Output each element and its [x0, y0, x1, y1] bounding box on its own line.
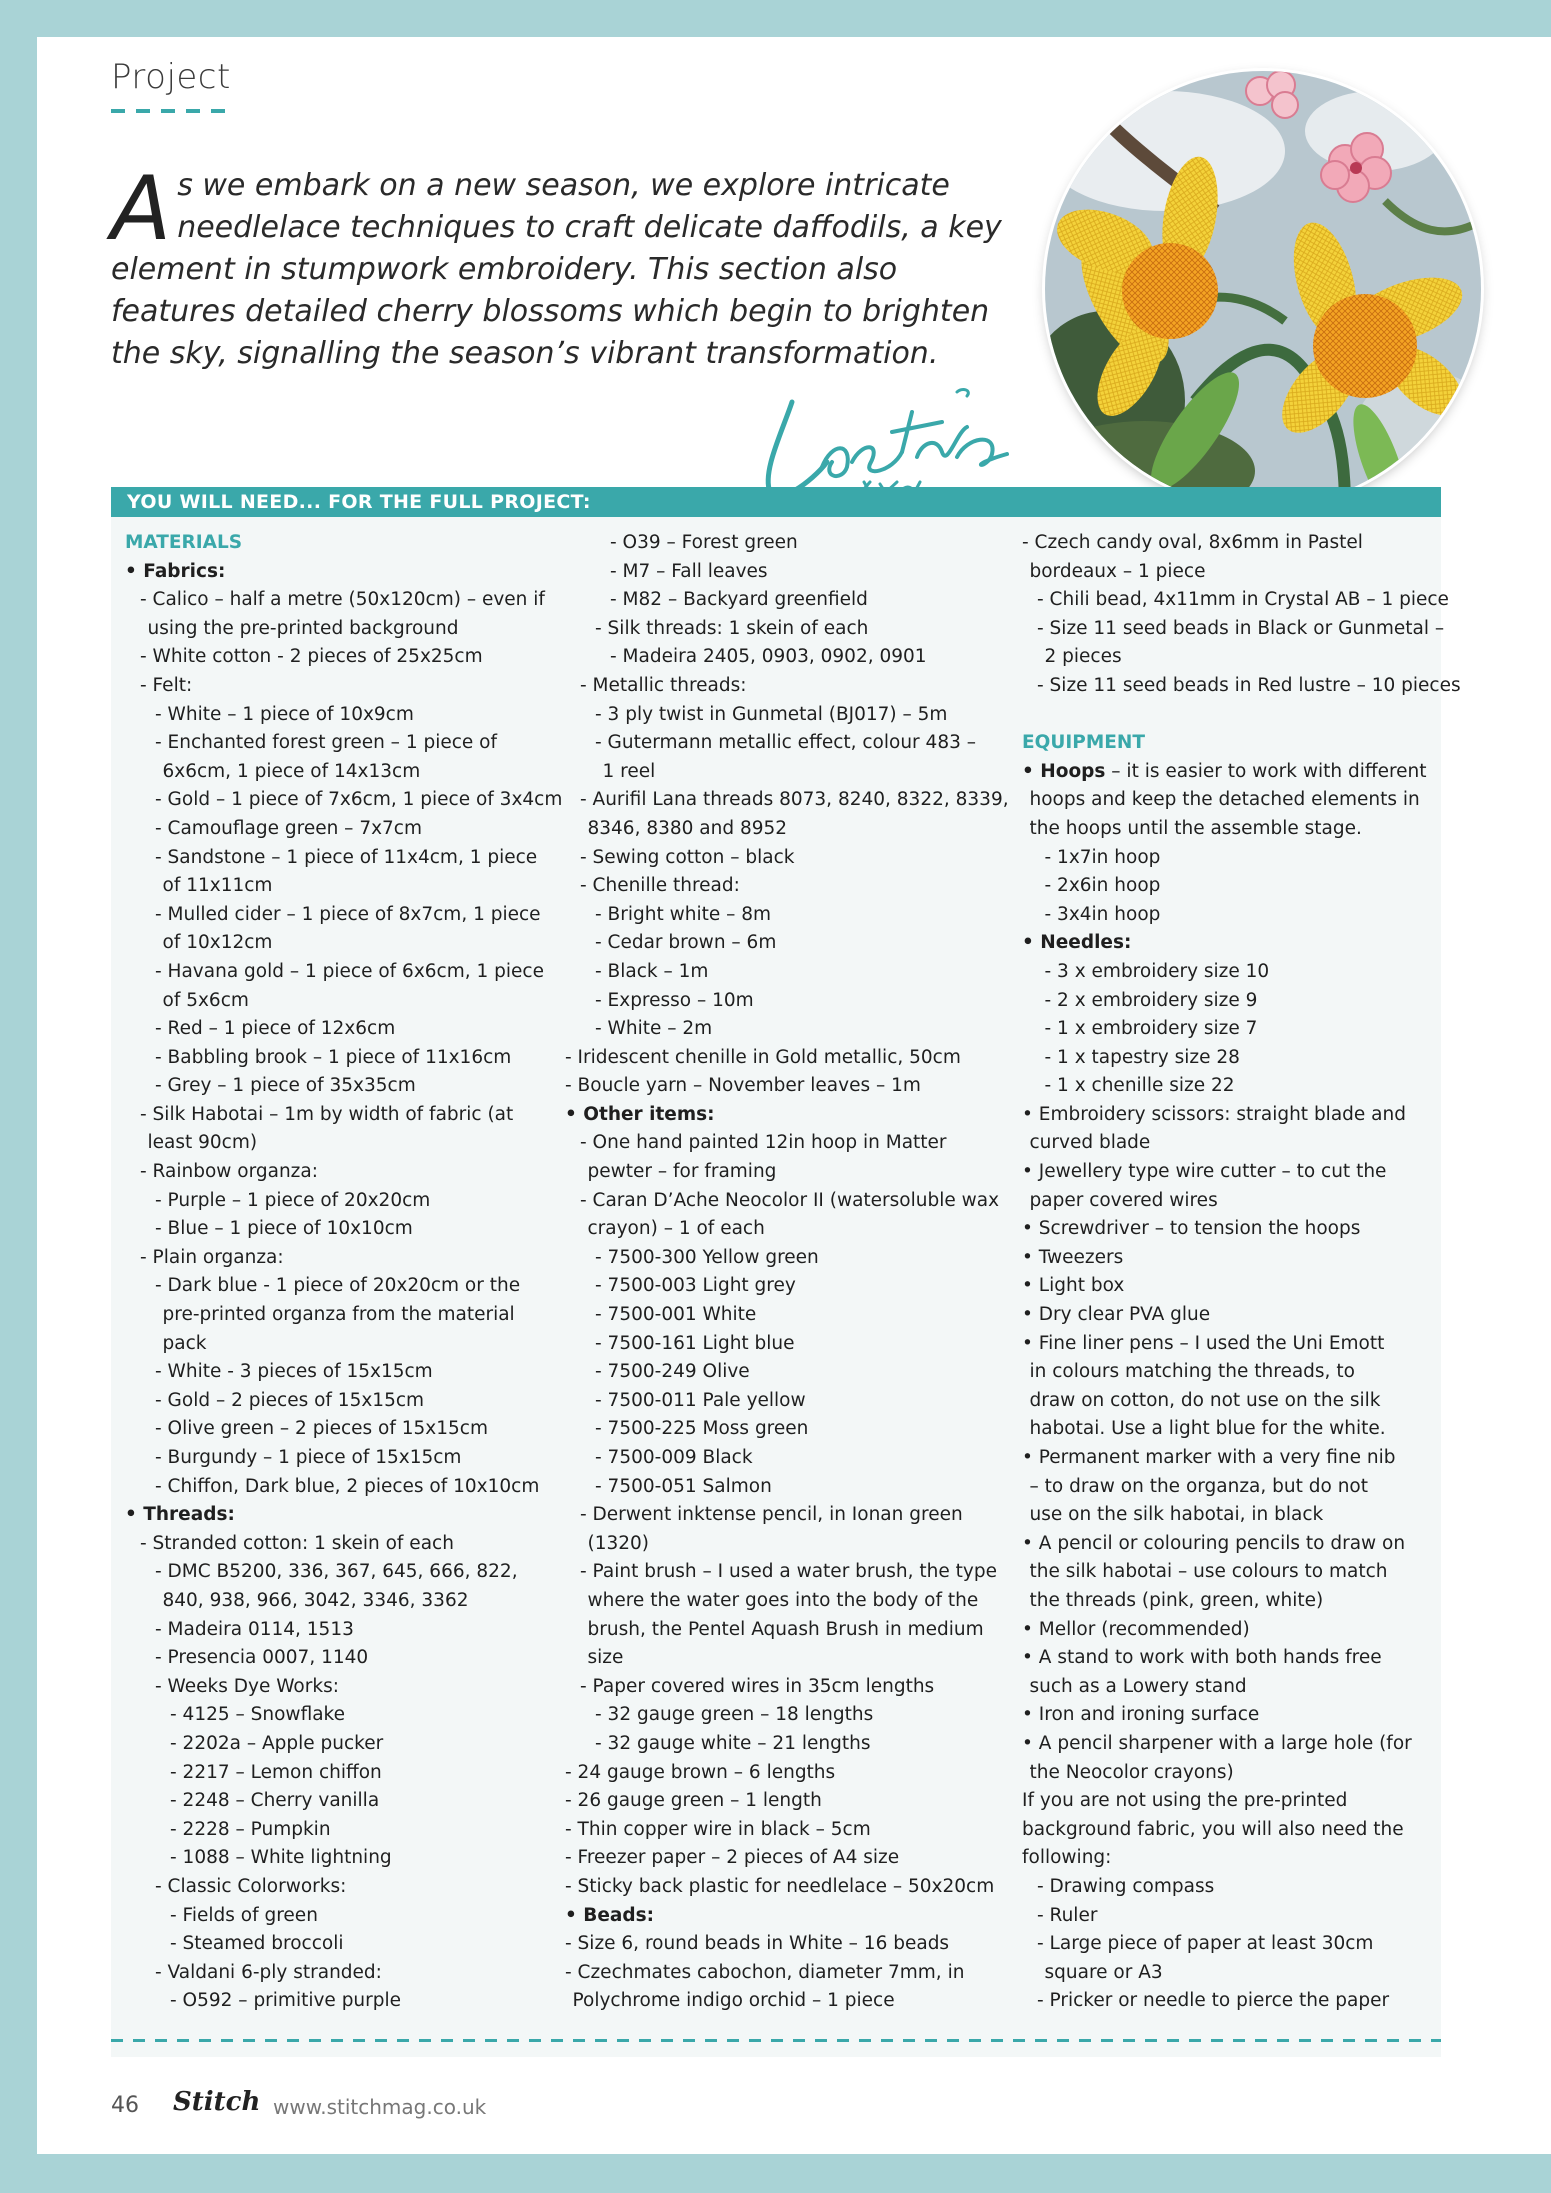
list-item: - Freezer paper – 2 pieces of A4 size: [565, 1847, 900, 1869]
list-item: - Madeira 2405, 0903, 0902, 0901: [610, 646, 927, 668]
list-item: - 7500-003 Light grey: [595, 1275, 796, 1297]
list-item: - Olive green – 2 pieces of 15x15cm: [155, 1418, 488, 1440]
list-item: - Thin copper wire in black – 5cm: [565, 1818, 871, 1840]
list-item: - Paper covered wires in 35cm lengths: [580, 1675, 935, 1697]
list-item: the Neocolor crayons): [1029, 1761, 1234, 1783]
item-rest: – it is easier to work with different: [1105, 760, 1427, 782]
list-item: - Enchanted forest green – 1 piece of: [155, 732, 497, 754]
list-item: - Paint brush – I used a water brush, the type: [580, 1561, 997, 1583]
section-label: Project: [111, 57, 231, 97]
list-item: - Metallic threads:: [580, 674, 747, 696]
list-item: using the pre-printed background: [147, 617, 459, 639]
category-heading: • Threads:: [125, 1504, 235, 1526]
list-item: paper covered wires: [1029, 1189, 1218, 1211]
list-item: - O592 – primitive purple: [170, 1990, 402, 2012]
list-item: - One hand painted 12in hoop in Matter: [580, 1132, 947, 1154]
list-item: hoops and keep the detached elements in: [1029, 789, 1420, 811]
list-item: - 2202a – Apple pucker: [170, 1732, 384, 1754]
category-heading: • Needles:: [1022, 932, 1132, 954]
list-item: - 3 x embroidery size 10: [1044, 960, 1270, 982]
list-item: - 7500-009 Black: [595, 1447, 753, 1468]
list-item: [1022, 758, 1442, 787]
magazine-page: [37, 37, 1551, 2154]
list-item: - 3 ply twist in Gunmetal (BJ017) – 5m: [595, 703, 948, 725]
list-item: - Ruler: [1037, 1904, 1098, 1926]
list-item: - 2228 – Pumpkin: [170, 1818, 331, 1840]
list-item: If you are not using the pre-printed: [1022, 1790, 1348, 1812]
list-item: - 1 x embroidery size 7: [1044, 1018, 1258, 1040]
daffodil-embroidery-photo: [1045, 71, 1481, 507]
list-item: - Expresso – 10m: [595, 989, 754, 1011]
list-item: - Classic Colorworks:: [155, 1875, 347, 1897]
list-item: such as a Lowery stand: [1029, 1675, 1247, 1697]
list-item: - Czech candy oval, 8x6mm in Pastel: [1022, 532, 1363, 553]
list-item: - Gutermann metallic effect, colour 483 –: [595, 732, 976, 754]
drop-cap: A: [111, 157, 172, 260]
list-item: - Presencia 0007, 1140: [155, 1647, 369, 1669]
list-item: • A pencil or colouring pencils to draw on: [1022, 1532, 1406, 1554]
list-item: - 26 gauge green – 1 length: [565, 1790, 822, 1812]
page-number: 46: [111, 2093, 139, 2118]
list-item: - Rainbow organza:: [140, 1161, 318, 1183]
list-item: - M7 – Fall leaves: [610, 560, 768, 582]
list-item: - Dark blue - 1 piece of 20x20cm or the: [155, 1275, 521, 1297]
list-item: - Sandstone – 1 piece of 11x4cm, 1 piece: [155, 846, 538, 868]
list-item: • Iron and ironing surface: [1022, 1704, 1260, 1726]
list-item: - 2248 – Cherry vanilla: [170, 1790, 380, 1812]
list-item: • Dry clear PVA glue: [1022, 1304, 1211, 1326]
list-item: - Boucle yarn – November leaves – 1m: [565, 1075, 921, 1097]
spacer: [1022, 701, 1442, 730]
list-item: - Valdani 6-ply stranded:: [155, 1961, 382, 1983]
list-item: where the water goes into the body of the: [587, 1589, 979, 1611]
list-item: - 2217 – Lemon chiffon: [170, 1761, 382, 1783]
list-item: - 32 gauge white – 21 lengths: [595, 1732, 871, 1754]
list-item: 2 pieces: [1044, 646, 1122, 668]
list-item: - 7500-051 Salmon: [595, 1475, 772, 1497]
list-item: of 11x11cm: [162, 875, 273, 897]
category-heading: • Beads:: [565, 1904, 655, 1926]
list-item: - Grey – 1 piece of 35x35cm: [155, 1075, 416, 1097]
list-item: - 1 x chenille size 22: [1044, 1075, 1235, 1097]
list-item: - 1 x tapestry size 28: [1044, 1046, 1240, 1068]
list-item: - Czechmates cabochon, diameter 7mm, in: [565, 1961, 965, 1983]
list-item: - 7500-300 Yellow green: [595, 1246, 819, 1268]
list-item: - 32 gauge green – 18 lengths: [595, 1704, 874, 1726]
list-item: - 7500-225 Moss green: [595, 1418, 809, 1440]
list-item: - Chenille thread:: [580, 875, 740, 897]
bottom-divider: [111, 2039, 1441, 2042]
list-item: • Fine liner pens – I used the Uni Emott: [1022, 1332, 1385, 1354]
list-item: 840, 938, 966, 3042, 3346, 3362: [162, 1589, 469, 1611]
list-item: • Screwdriver – to tension the hoops: [1022, 1218, 1361, 1240]
list-item: the hoops until the assemble stage.: [1029, 817, 1362, 839]
magazine-brand: Stitch: [173, 2087, 261, 2117]
list-item: 6x6cm, 1 piece of 14x13cm: [162, 760, 421, 782]
list-item: - Derwent inktense pencil, in Ionan green: [580, 1504, 963, 1526]
list-item: - 3x4in hoop: [1044, 903, 1161, 925]
list-item: - Silk threads: 1 skein of each: [595, 617, 869, 639]
equipment-column: [1022, 529, 1461, 2016]
list-item: - 4125 – Snowflake: [170, 1704, 345, 1726]
list-item: - Sticky back plastic for needlelace – 50x20cm: [565, 1875, 995, 1897]
list-item: - Steamed broccoli: [170, 1933, 344, 1955]
list-item: background fabric, you will also need the: [1022, 1818, 1404, 1840]
list-item: - Chili bead, 4x11mm in Crystal AB – 1 piece: [1037, 589, 1449, 611]
list-item: - Pricker or needle to pierce the paper: [1037, 1990, 1390, 2012]
list-item: - 7500-161 Light blue: [595, 1332, 795, 1354]
list-item: • Light box: [1022, 1275, 1125, 1297]
list-item: - Fields of green: [170, 1904, 318, 1926]
list-item: Polychrome indigo orchid – 1 piece: [572, 1990, 895, 2012]
list-item: • A stand to work with both hands free: [1022, 1647, 1382, 1669]
list-item: pack: [162, 1332, 207, 1354]
list-item: - 24 gauge brown – 6 lengths: [565, 1761, 836, 1783]
you-will-need-header: YOU WILL NEED... FOR THE FULL PROJECT:: [111, 487, 1441, 517]
list-item: • Mellor (recommended): [1022, 1618, 1250, 1640]
list-item: - White – 1 piece of 10x9cm: [155, 703, 414, 725]
list-item: 1 reel: [602, 760, 656, 782]
list-item: - DMC B5200, 336, 367, 645, 666, 822,: [155, 1561, 518, 1583]
list-item: - Drawing compass: [1037, 1875, 1215, 1897]
list-item: • Embroidery scissors: straight blade and: [1022, 1103, 1406, 1125]
list-item: - Gold – 2 pieces of 15x15cm: [155, 1389, 425, 1411]
list-item: - 2x6in hoop: [1044, 875, 1161, 897]
list-item: - Madeira 0114, 1513: [155, 1618, 354, 1640]
list-item: - Stranded cotton: 1 skein of each: [140, 1532, 454, 1554]
list-item: • Permanent marker with a very fine nib: [1022, 1447, 1396, 1468]
list-item: - 1x7in hoop: [1044, 846, 1161, 868]
list-item: - Red – 1 piece of 12x6cm: [155, 1018, 396, 1040]
list-item: the threads (pink, green, white): [1029, 1589, 1324, 1611]
list-item: the silk habotai – use colours to match: [1029, 1561, 1388, 1583]
list-item: crayon) – 1 of each: [587, 1218, 765, 1240]
list-item: - 7500-001 White: [595, 1304, 757, 1326]
list-item: - Mulled cider – 1 piece of 8x7cm, 1 piece: [155, 903, 541, 925]
list-item: - Caran D’Ache Neocolor II (watersoluble wax: [580, 1189, 1000, 1211]
list-item: - Felt:: [140, 674, 193, 696]
list-item: - Gold – 1 piece of 7x6cm, 1 piece of 3x4cm: [155, 789, 563, 811]
list-item: - O39 – Forest green: [610, 532, 798, 553]
list-item: (1320): [587, 1532, 650, 1554]
list-item: - Black – 1m: [595, 960, 709, 982]
list-item: - Silk Habotai – 1m by width of fabric (at: [140, 1103, 514, 1125]
list-item: - 1088 – White lightning: [170, 1847, 392, 1869]
list-item: pewter – for framing: [587, 1161, 777, 1183]
category-heading: • Fabrics:: [125, 560, 226, 582]
list-item: - Chiffon, Dark blue, 2 pieces of 10x10cm: [155, 1475, 540, 1497]
list-item: following:: [1022, 1847, 1112, 1869]
list-item: - Sewing cotton – black: [580, 846, 795, 868]
list-item: - 7500-249 Olive: [595, 1361, 750, 1383]
list-item: bordeaux – 1 piece: [1029, 560, 1206, 582]
list-item: - White cotton - 2 pieces of 25x25cm: [140, 646, 483, 668]
list-item: - Size 11 seed beads in Black or Gunmetal –: [1037, 617, 1445, 639]
list-item: brush, the Pentel Aquash Brush in medium: [587, 1618, 984, 1640]
list-item: • A pencil sharpener with a large hole (for: [1022, 1732, 1412, 1754]
list-item: - Burgundy – 1 piece of 15x15cm: [155, 1447, 462, 1468]
list-item: draw on cotton, do not use on the silk: [1029, 1389, 1381, 1411]
list-item: - Babbling brook – 1 piece of 11x16cm: [155, 1046, 512, 1068]
list-item: - White – 2m: [595, 1018, 713, 1040]
list-item: - Iridescent chenille in Gold metallic, 50cm: [565, 1046, 961, 1068]
list-item: - Purple – 1 piece of 20x20cm: [155, 1189, 431, 1211]
list-item: pre-printed organza from the material: [162, 1304, 515, 1326]
list-item: use on the silk habotai, in black: [1029, 1504, 1324, 1526]
intro-paragraph: [111, 157, 1031, 375]
list-item: - Size 11 seed beads in Red lustre – 10 pieces: [1037, 674, 1461, 696]
list-item: - Large piece of paper at least 30cm: [1037, 1933, 1374, 1955]
intro-text: s we embark on a new season, we explore intricate needlelace techniques to craft delicate daffodils, a key element in stumpwork embroidery. This section also features detailed cherry blossoms which begin to brighten the sky, signalling the season’s vibrant transformation.: [111, 168, 1002, 371]
list-item: 8346, 8380 and 8952: [587, 817, 788, 839]
list-item: of 5x6cm: [162, 989, 249, 1011]
list-item: - 7500-011 Pale yellow: [595, 1389, 806, 1411]
list-item: of 10x12cm: [162, 932, 273, 954]
list-item: - Calico – half a metre (50x120cm) – even if: [140, 589, 545, 611]
category-heading: • Other items:: [565, 1103, 715, 1125]
list-item: habotai. Use a light blue for the white.: [1029, 1418, 1386, 1440]
list-item: curved blade: [1029, 1132, 1151, 1154]
section-underline: [111, 109, 231, 113]
section-heading: MATERIALS: [125, 532, 243, 553]
list-item: in colours matching the threads, to: [1029, 1361, 1355, 1383]
list-item: – to draw on the organza, but do not: [1029, 1475, 1369, 1497]
list-item: - M82 – Backyard greenfield: [610, 589, 868, 611]
list-item: - 2 x embroidery size 9: [1044, 989, 1258, 1011]
list-item: - Plain organza:: [140, 1246, 284, 1268]
list-item: - Size 6, round beads in White – 16 beads: [565, 1933, 950, 1955]
list-item: - Bright white – 8m: [595, 903, 772, 925]
list-item: • Jewellery type wire cutter – to cut the: [1022, 1161, 1387, 1183]
list-item: - Blue – 1 piece of 10x10cm: [155, 1218, 413, 1240]
list-item: - Cedar brown – 6m: [595, 932, 777, 954]
list-item: • Tweezers: [1022, 1246, 1124, 1268]
list-item: - Havana gold – 1 piece of 6x6cm, 1 piece: [155, 960, 544, 982]
list-item: - Weeks Dye Works:: [155, 1675, 339, 1697]
list-item: - White - 3 pieces of 15x15cm: [155, 1361, 433, 1383]
materials-column-1: [125, 529, 563, 2016]
section-heading: EQUIPMENT: [1022, 732, 1145, 754]
magazine-url: www.stitchmag.co.uk: [273, 2095, 487, 2119]
list-item: square or A3: [1044, 1961, 1163, 1983]
list-item: - Aurifil Lana threads 8073, 8240, 8322, 8339,: [580, 789, 1009, 811]
list-item: - Camouflage green – 7x7cm: [155, 817, 422, 839]
item-lead: • Hoops: [1022, 760, 1106, 782]
materials-column-2: [565, 529, 1015, 2016]
list-item: least 90cm): [147, 1132, 258, 1154]
list-item: size: [587, 1647, 624, 1669]
